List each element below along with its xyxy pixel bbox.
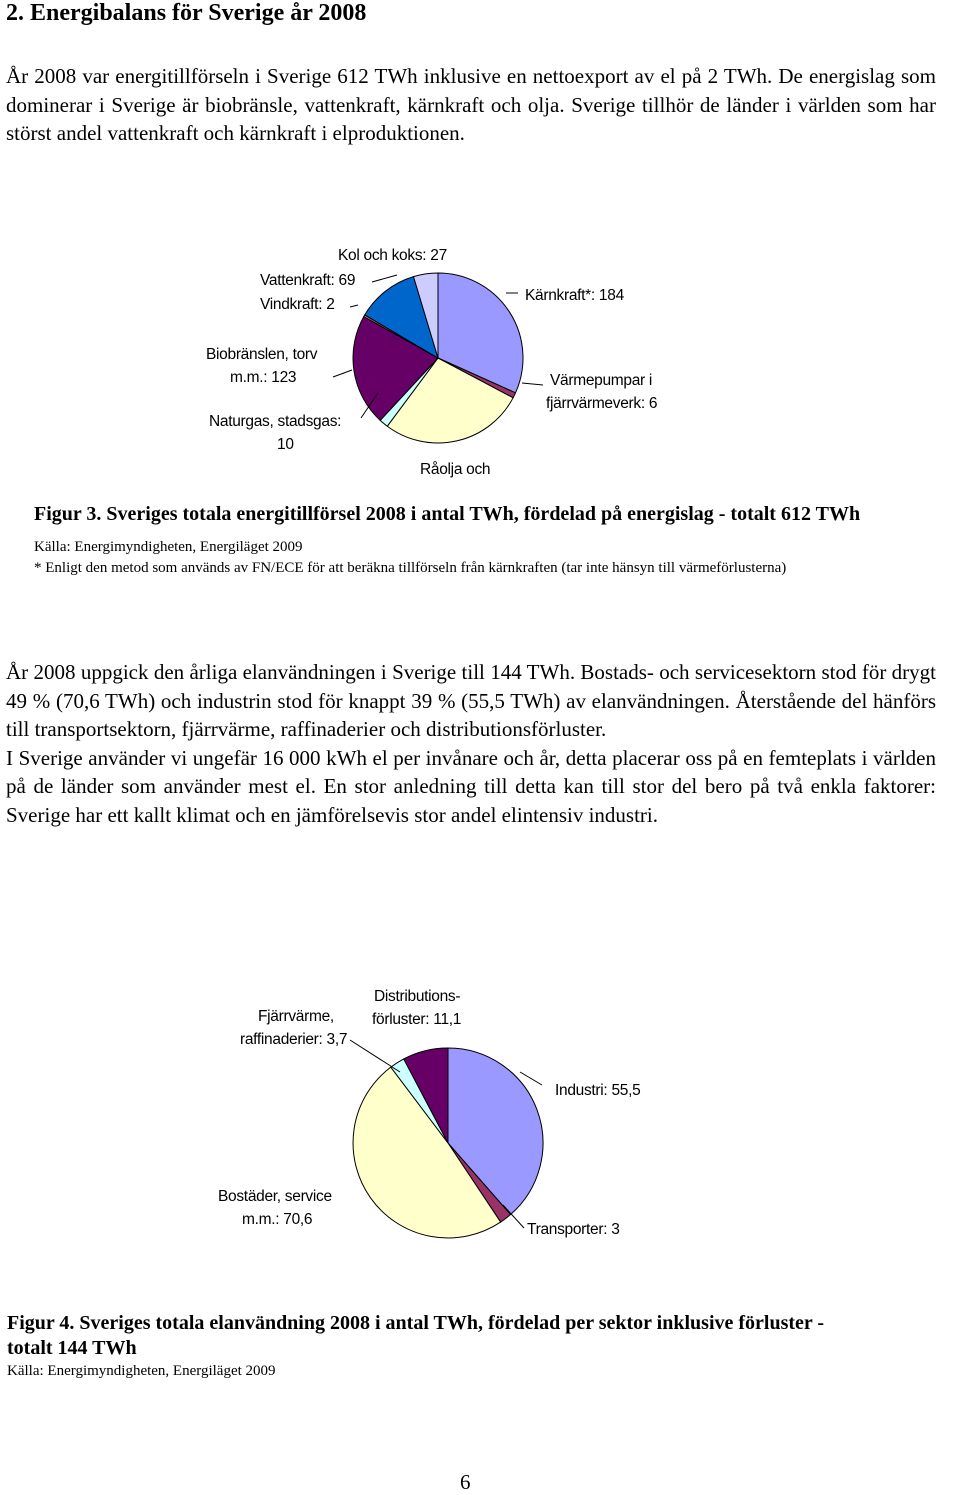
electricity-paragraph-part2: I Sverige använder vi ungefär 16 000 kWh el per invånare och år, detta placerar oss på en femteplats i världen på de länder som använder mest el. En stor anledning till detta kan till stor del bero på två enkla faktorer: Sverige har ett kallt klimat och en jämförelsevis stor andel elintensiv industri. <box>6 745 936 827</box>
leader-varmepump <box>522 383 543 385</box>
label-kol-koks: Kol och koks: 27 <box>338 247 447 264</box>
label-transporter: Transporter: 3 <box>527 1221 620 1238</box>
label-industri: Industri: 55,5 <box>555 1082 641 1099</box>
electricity-paragraph <box>6 658 936 829</box>
label-raolja: Råolja och <box>420 461 491 478</box>
figure4-caption-line1: Figur 4. Sveriges totala elanvändning 2008 i antal TWh, fördelad per sektor inklusive förluster - <box>7 1312 825 1334</box>
label-varmepumpar-line1: Värmepumpar i <box>550 372 653 389</box>
label-naturgas-line2: 10 <box>277 436 294 453</box>
energy-supply-pie <box>353 273 523 443</box>
label-bostader-line2: m.m.: 70,6 <box>242 1211 313 1228</box>
figure3-source: Källa: Energimyndigheten, Energiläget 2009 <box>34 539 303 555</box>
label-vindkraft: Vindkraft: 2 <box>260 296 335 313</box>
leader-vattenkraft <box>372 275 397 282</box>
figure4-caption-line2: totalt 144 TWh <box>7 1337 137 1359</box>
electricity-paragraph-part1: År 2008 uppgick den årliga elanvändningen i Sverige till 144 TWh. Bostads- och servicesektorn stod för drygt 49 % (70,6 TWh) och industrin stod för knappt 39 % (55,5 TWh) av elanvändningen. Återstående del hänförs till transportsektorn, fjärrvärme, raffinaderier och distributionsförluster. <box>6 660 936 741</box>
label-distribution-line1: Distributions- <box>374 988 461 1005</box>
label-naturgas-line1: Naturgas, stadsgas: <box>209 413 342 430</box>
label-karnkraft: Kärnkraft*: 184 <box>525 287 624 304</box>
leader-vindkraft <box>350 305 358 307</box>
page-number: 6 <box>460 1470 471 1494</box>
intro-paragraph: År 2008 var energitillförseln i Sverige 612 TWh inklusive en nettoexport av el på 2 TWh. De energislag som dominerar i Sverige är biobränsle, vattenkraft, kärnkraft och olja. Sverige tillhör de länder i världen som har störst andel vattenkraft och kärnkraft i elproduktionen. <box>6 64 936 145</box>
electricity-use-pie <box>353 1048 543 1238</box>
label-vattenkraft: Vattenkraft: 69 <box>260 272 356 289</box>
label-bostader-line1: Bostäder, service <box>218 1188 332 1205</box>
label-distribution-line2: förluster: 11,1 <box>372 1011 462 1028</box>
leader-industri <box>520 1072 542 1085</box>
figure4-source: Källa: Energimyndigheten, Energiläget 2009 <box>7 1363 276 1379</box>
label-varmepumpar-line2: fjärrvärmeverk: 6 <box>546 395 658 412</box>
section-heading: 2. Energibalans för Sverige år 2008 <box>6 0 367 26</box>
figure3-caption: Figur 3. Sveriges totala energitillförsel 2008 i antal TWh, fördelad på energislag - totalt 612 TWh <box>34 503 861 525</box>
label-bio-line2: m.m.: 123 <box>230 369 297 386</box>
label-fjarrvarme-line1: Fjärrvärme, <box>258 1008 334 1025</box>
leader-bio <box>333 370 352 377</box>
label-bio-line1: Biobränslen, torv <box>206 346 318 363</box>
figure3-footnote: * Enligt den metod som används av FN/ECE för att beräkna tillförseln från kärnkraften (tar inte hänsyn till värmeförlusterna) <box>34 560 787 576</box>
leader-fjarrvarme <box>350 1040 400 1072</box>
label-fjarrvarme-line2: raffinaderier: 3,7 <box>240 1031 348 1048</box>
